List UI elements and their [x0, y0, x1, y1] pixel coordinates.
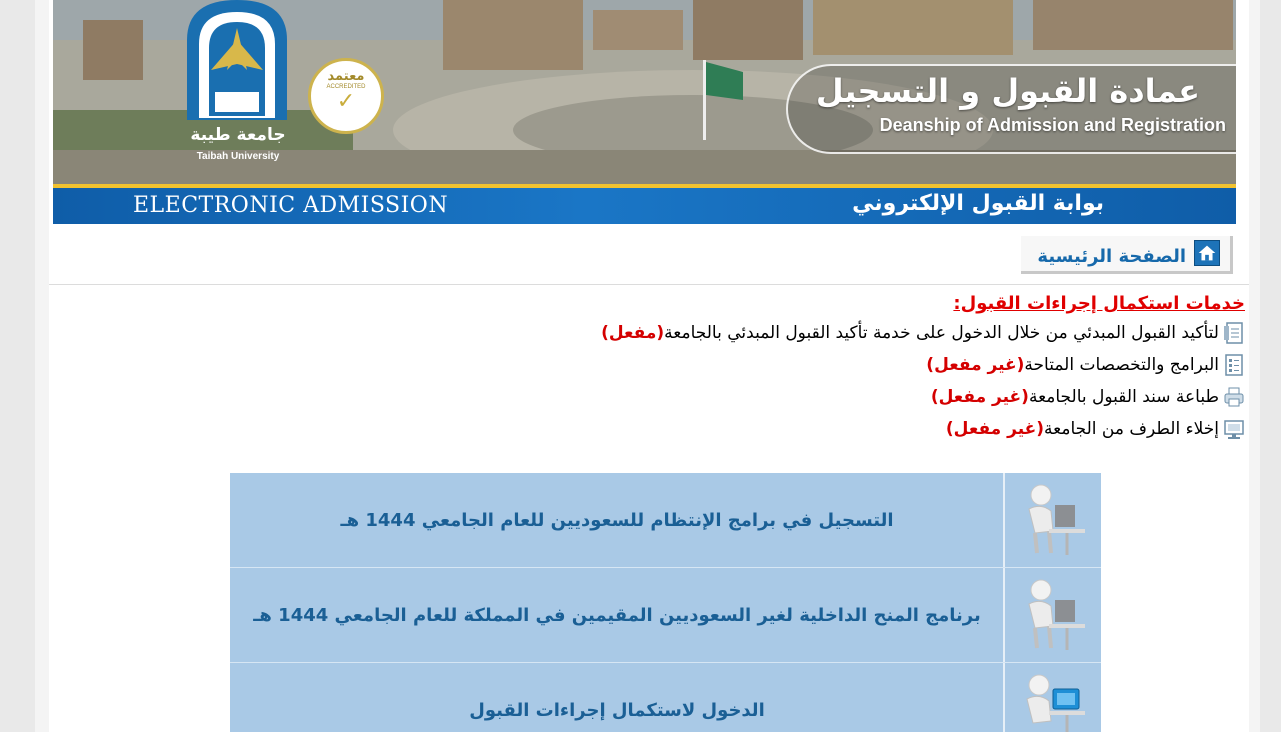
university-name-english: Taibah University: [196, 151, 280, 162]
header-banner: [53, 0, 1236, 224]
person-at-computer-icon: [1013, 479, 1093, 561]
checklist-icon: [1223, 353, 1245, 377]
service-text: إخلاء الطرف من الجامعة: [1044, 419, 1219, 439]
option-label: التسجيل في برامج الإنتظام للسعوديين للعام الجامعي 1444 هـ: [340, 509, 894, 531]
accreditation-badge: [308, 58, 384, 134]
service-text: لتأكيد القبول المبدئي من خلال الدخول على خدمة تأكيد القبول المبدئي بالجامعة: [664, 323, 1219, 343]
option-label: برنامج المنح الداخلية لغير السعوديين المقيمين في المملكة للعام الجامعي 1444 هـ: [253, 604, 981, 626]
complete-admission-login-link[interactable]: [230, 663, 1101, 732]
portal-title-english: ELECTRONIC ADMISSION: [133, 193, 449, 218]
section-divider: [49, 284, 1249, 285]
option-icon-cell: [1003, 663, 1101, 732]
service-item-confirm-admission[interactable]: [345, 317, 1245, 349]
accredited-label-arabic: معتمد: [327, 69, 365, 84]
person-at-computer-icon: [1013, 574, 1093, 656]
portal-title-strip: [53, 184, 1236, 224]
accredited-label-english: ACCREDITED: [326, 84, 366, 90]
monitor-icon: [1223, 417, 1245, 441]
register-saudi-regular-programs-link[interactable]: [230, 473, 1101, 568]
internal-scholarship-non-saudi-link[interactable]: [230, 568, 1101, 663]
home-icon: [1194, 240, 1220, 266]
portal-title-arabic: بوابة القبول الإلكتروني: [852, 191, 1104, 216]
registration-options-panel: [230, 473, 1101, 732]
check-icon: ✓: [336, 89, 356, 114]
page-frame: [35, 0, 1260, 732]
home-label: الصفحة الرئيسية: [1037, 246, 1186, 267]
services-heading: خدمات استكمال إجراءات القبول:: [953, 293, 1245, 314]
status-badge: (غير مفعل): [945, 419, 1045, 439]
home-button[interactable]: [1021, 236, 1233, 274]
service-item-print-admission[interactable]: [345, 381, 1245, 413]
university-name-arabic: جامعة طيبة: [190, 125, 286, 145]
option-icon-cell: [1003, 473, 1101, 567]
printer-icon: [1223, 385, 1245, 409]
service-item-programs[interactable]: [345, 349, 1245, 381]
service-text: البرامج والتخصصات المتاحة: [1024, 355, 1219, 375]
dean-title-arabic: عمادة القبول و التسجيل: [815, 72, 1200, 110]
dean-title-english: Deanship of Admission and Registration: [879, 115, 1226, 135]
status-badge: (غير مفعل): [926, 355, 1025, 375]
page-content: [49, 0, 1249, 732]
status-badge: (غير مفعل): [930, 387, 1029, 407]
option-icon-cell: [1003, 568, 1101, 662]
person-at-laptop-icon: [1013, 669, 1093, 732]
admission-services: [345, 293, 1245, 445]
service-item-clearance[interactable]: [345, 413, 1245, 445]
option-label: الدخول لاستكمال إجراءات القبول: [469, 699, 765, 721]
service-text: طباعة سند القبول بالجامعة: [1028, 387, 1219, 407]
status-badge: (مفعل): [601, 323, 665, 343]
document-icon: [1223, 321, 1245, 345]
